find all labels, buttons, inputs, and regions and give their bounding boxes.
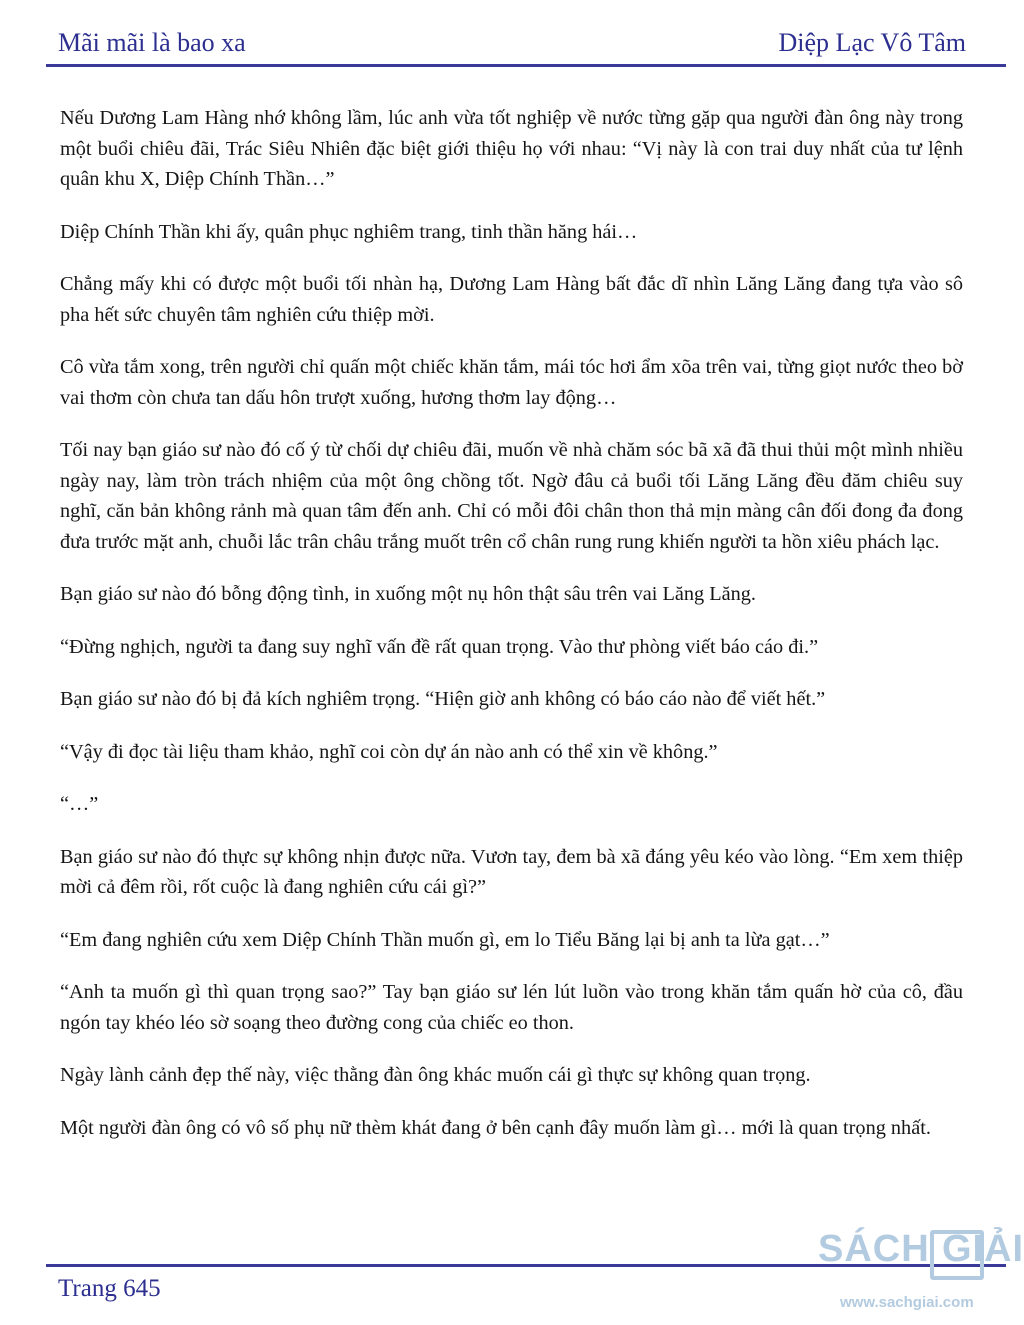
book-title: Mãi mãi là bao xa bbox=[58, 28, 246, 57]
paragraph: Bạn giáo sư nào đó bỗng động tình, in xuống một nụ hôn thật sâu trên vai Lăng Lăng. bbox=[60, 583, 756, 605]
paragraph: “…” bbox=[60, 793, 99, 815]
watermark-brand-left: SÁCH bbox=[818, 1228, 930, 1270]
page-body bbox=[60, 103, 963, 1165]
paragraph: “Em đang nghiên cứu xem Diệp Chính Thần muốn gì, em lo Tiểu Băng lại bị anh ta lừa gạt…” bbox=[60, 928, 830, 951]
paragraph: Bạn giáo sư nào đó thực sự không nhịn được nữa. Vươn tay, đem bà xã đáng yêu kéo vào lòng. “Em xem thiệp mời cả đêm rồi, rốt cuộc là đang nghiên cứu cái gì?” bbox=[60, 845, 963, 898]
paragraph: “Anh ta muốn gì thì quan trọng sao?” Tay bạn giáo sư lén lút luồn vào trong khăn tắm quấn hờ của cô, đầu ngón tay khéo léo sờ soạng theo đường cong của chiếc eo thon. bbox=[60, 981, 963, 1034]
watermark-url: www.sachgiai.com bbox=[840, 1294, 974, 1311]
paragraph: Bạn giáo sư nào đó bị đả kích nghiêm trọng. “Hiện giờ anh không có báo cáo nào để viết hết.” bbox=[60, 688, 826, 710]
paragraph: Chẳng mấy khi có được một buổi tối nhàn hạ, Dương Lam Hàng bất đắc dĩ nhìn Lăng Lăng đang tựa vào sô pha hết sức chuyên tâm nghiên cứu thiệp mời. bbox=[60, 273, 963, 326]
paragraph: Tối nay bạn giáo sư nào đó cố ý từ chối dự chiêu đãi, muốn về nhà chăm sóc bã xã đã thui thủi một mình nhiều ngày nay, làm tròn trách nhiệm của một ông chồng tốt. Ngờ đâu cả buổi tối Lăng Lăng đều đăm chiêu suy nghĩ, căn bản không rảnh mà quan tâm đến anh. Chỉ có mỗi đôi chân thon thả mịn màng cân đối đong đa đong đưa trước mặt anh, chuỗi lắc trân châu trắng muốt trên cổ chân rung rung khiến người ta hồn xiêu phách lạc. bbox=[60, 439, 963, 553]
paragraph: “Đừng nghịch, người ta đang suy nghĩ vấn đề rất quan trọng. Vào thư phòng viết báo cáo đi.” bbox=[60, 635, 819, 658]
watermark-logo bbox=[818, 1228, 1024, 1320]
watermark-brand-right: GIẢI bbox=[942, 1228, 1024, 1270]
paragraph: Nếu Dương Lam Hàng nhớ không lầm, lúc anh vừa tốt nghiệp về nước từng gặp qua người đàn ông này trong một buổi chiêu đãi, Trác Siêu Nhiên đặc biệt giới thiệu họ với nhau: “Vị này là con trai duy nhất của tư lệnh quân khu X, Diệp Chính Thần…” bbox=[60, 107, 963, 190]
paragraph: Diệp Chính Thần khi ấy, quân phục nghiêm trang, tinh thần hăng hái… bbox=[60, 220, 638, 243]
page-number: Trang 645 bbox=[58, 1275, 161, 1302]
page-header bbox=[58, 28, 966, 62]
paragraph: Một người đàn ông có vô số phụ nữ thèm khát đang ở bên cạnh đây muốn làm gì… mới là quan trọng nhất. bbox=[60, 1116, 931, 1139]
paragraph: Ngày lành cảnh đẹp thế này, việc thằng đàn ông khác muốn cái gì thực sự không quan trọng. bbox=[60, 1064, 811, 1086]
header-divider bbox=[46, 64, 1006, 67]
paragraph: “Vậy đi đọc tài liệu tham khảo, nghĩ coi còn dự án nào anh có thể xin về không.” bbox=[60, 740, 718, 763]
author-name: Diệp Lạc Vô Tâm bbox=[778, 28, 966, 57]
paragraph: Cô vừa tắm xong, trên người chỉ quấn một chiếc khăn tắm, mái tóc hơi ẩm xõa trên vai, từng giọt nước theo bờ vai thơm còn chưa tan dấu hôn trượt xuống, hương thơm lay động… bbox=[60, 356, 963, 409]
